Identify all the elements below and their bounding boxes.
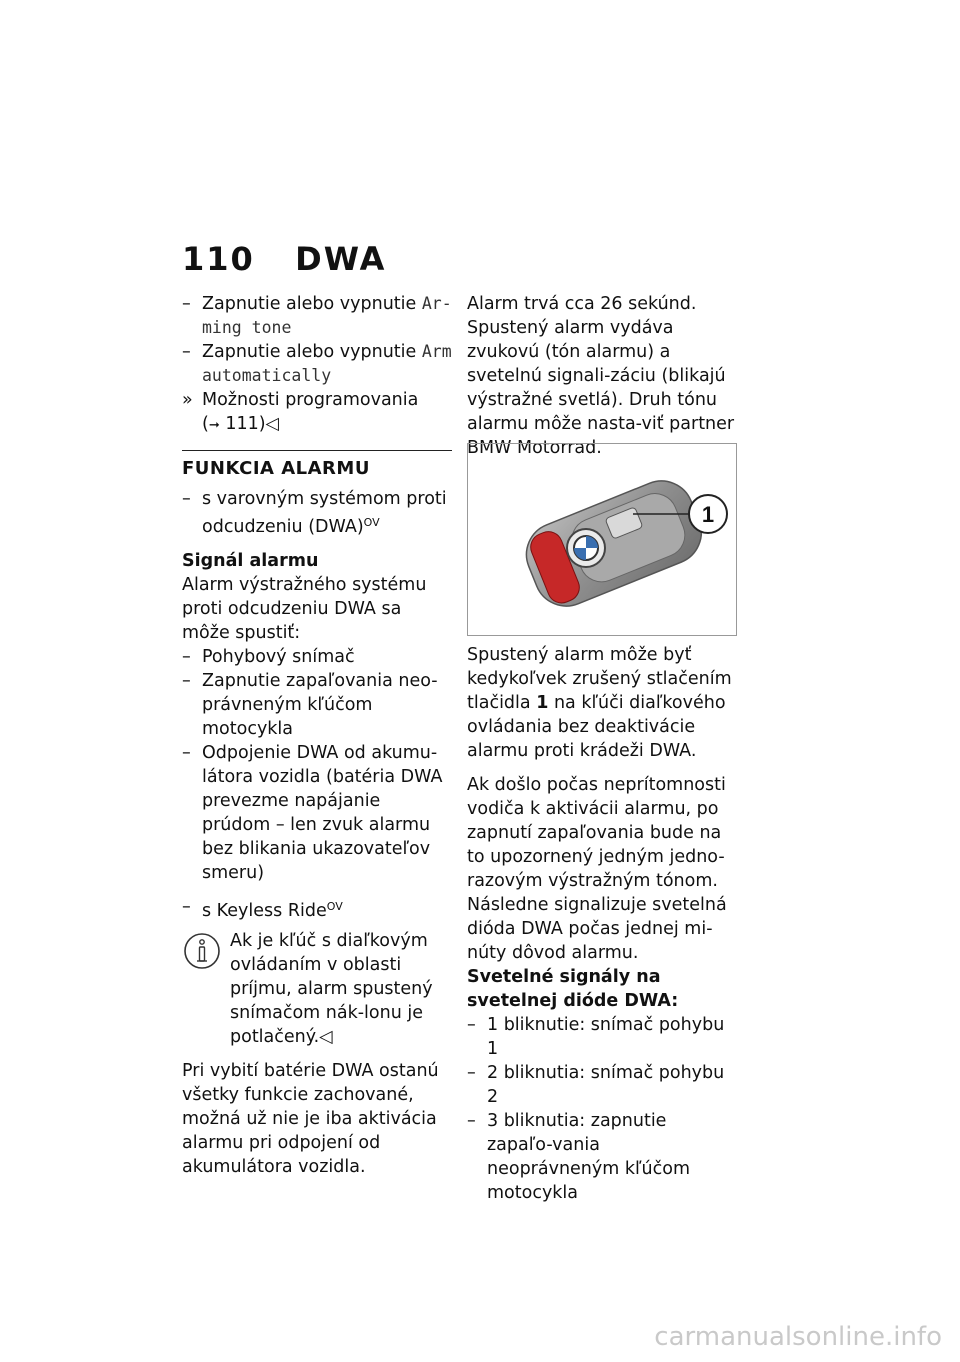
list-marker: – xyxy=(467,1063,476,1083)
list-item xyxy=(467,1013,737,1061)
cancel-button-ref: 1 xyxy=(536,693,549,713)
page-header xyxy=(182,240,386,278)
key-fob-illustration xyxy=(468,444,736,635)
page-title: DWA xyxy=(295,240,387,278)
end-marker-icon: ◁ xyxy=(319,1027,333,1047)
list-text: s Keyless Ride xyxy=(202,901,327,921)
list-item xyxy=(467,1109,737,1205)
list-marker: – xyxy=(182,489,191,509)
list-text: 1 bliknutie: snímač pohybu 1 xyxy=(487,1015,725,1059)
crossref-paren: ( xyxy=(202,414,209,434)
list-item xyxy=(182,487,452,539)
battery-note: Pri vybití batérie DWA ostanú všetky funkcie zachované, možná už nie je iba aktivácia alarmu pri odpojení od akumulátora vozidla. xyxy=(182,1061,439,1177)
list-item xyxy=(182,340,452,388)
left-column xyxy=(182,292,452,1179)
alarm-cancel-text xyxy=(467,643,737,763)
list-text: Zapnutie alebo vypnutie xyxy=(202,294,422,314)
list-item xyxy=(182,292,452,340)
info-icon xyxy=(182,931,222,971)
crossref-page[interactable]: 111) xyxy=(225,414,266,434)
list-marker: – xyxy=(182,897,191,917)
menu-code: Ar-ming tone xyxy=(202,294,452,337)
list-text: Odpojenie DWA od akumu-látora vozidla (batéria DWA prevezme napájanie prúdom – len zvuk alarmu bez blikania ukazovateľov smeru) xyxy=(202,743,443,883)
list-text: Zapnutie zapaľovania neo-právneným kľúčom motocykla xyxy=(202,671,438,739)
list-marker: – xyxy=(182,647,191,667)
list-text: s varovným systémom proti odcudzeniu (DWA) xyxy=(202,489,447,537)
menu-code: Arm automatically xyxy=(202,342,452,385)
list-text: Pohybový snímač xyxy=(202,647,355,667)
signal-intro: Alarm výstražného systému proti odcudzeniu DWA sa môže spustiť: xyxy=(182,575,427,643)
watermark: carmanualsonline.info xyxy=(654,1322,942,1352)
info-note xyxy=(182,929,452,1049)
list-item xyxy=(182,895,452,923)
right-column xyxy=(467,292,737,460)
list-marker: – xyxy=(182,671,191,691)
list-marker: – xyxy=(467,1015,476,1035)
cancel-text-end: na kľúči diaľkového ovládania bez deaktivácie alarmu proti krádeži DWA. xyxy=(467,693,726,761)
right-column-lower xyxy=(467,643,737,1205)
signal-heading: Signál alarmu xyxy=(182,551,319,571)
list-marker: – xyxy=(182,342,191,362)
list-text: 3 bliknutia: zapnutie zapaľo-vania neoprávneným kľúčom motocykla xyxy=(487,1111,691,1203)
end-marker-icon: ◁ xyxy=(265,414,280,434)
crossref-text: Možnosti programovania xyxy=(202,390,419,410)
led-heading: Svetelné signály na svetelnej dióde DWA: xyxy=(467,967,679,1011)
key-fob-figure xyxy=(467,443,737,636)
list-marker: » xyxy=(182,390,193,410)
list-item xyxy=(182,645,452,669)
figure-callout-label: 1 xyxy=(701,502,715,527)
alarm-duration-text: Alarm trvá cca 26 sekúnd. Spustený alarm vydáva zvukovú (tón alarmu) a svetelnú signali-záciu (blikajú výstražné svetlá). Druh tónu alarmu môže nasta-viť partner BMW Motorrad. xyxy=(467,294,735,458)
list-text: 2 bliknutia: snímač pohybu 2 xyxy=(487,1063,725,1107)
section-title: FUNKCIA ALARMU xyxy=(182,450,452,487)
list-item xyxy=(182,669,452,741)
cancel-text: Spustený alarm môže byť kedykoľvek zrušený stlačením tlačidla xyxy=(467,645,732,713)
list-marker: – xyxy=(467,1111,476,1131)
crossref-item xyxy=(182,388,452,438)
list-marker: – xyxy=(182,294,191,314)
absence-note: Ak došlo počas neprítomnosti vodiča k aktivácii alarmu, po zapnutí zapaľovania bude na to upozornený jedným jedno-razovým výstražným tónom. Následne signalizuje svetelná dióda DWA počas jednej mi-núty dôvod alarmu. xyxy=(467,775,727,963)
list-item xyxy=(182,741,452,885)
info-text: Ak je kľúč s diaľkovým ovládaním v oblasti príjmu, alarm spustený snímačom nák-lonu je potlačený. xyxy=(230,931,433,1047)
list-item xyxy=(467,1061,737,1109)
arrow-right-icon: ➞ xyxy=(208,418,220,433)
page-number: 110 xyxy=(182,240,255,278)
list-text: Zapnutie alebo vypnutie xyxy=(202,342,422,362)
optional-equipment-badge: OV xyxy=(363,516,380,529)
list-marker: – xyxy=(182,743,191,763)
optional-equipment-badge: OV xyxy=(326,900,343,913)
